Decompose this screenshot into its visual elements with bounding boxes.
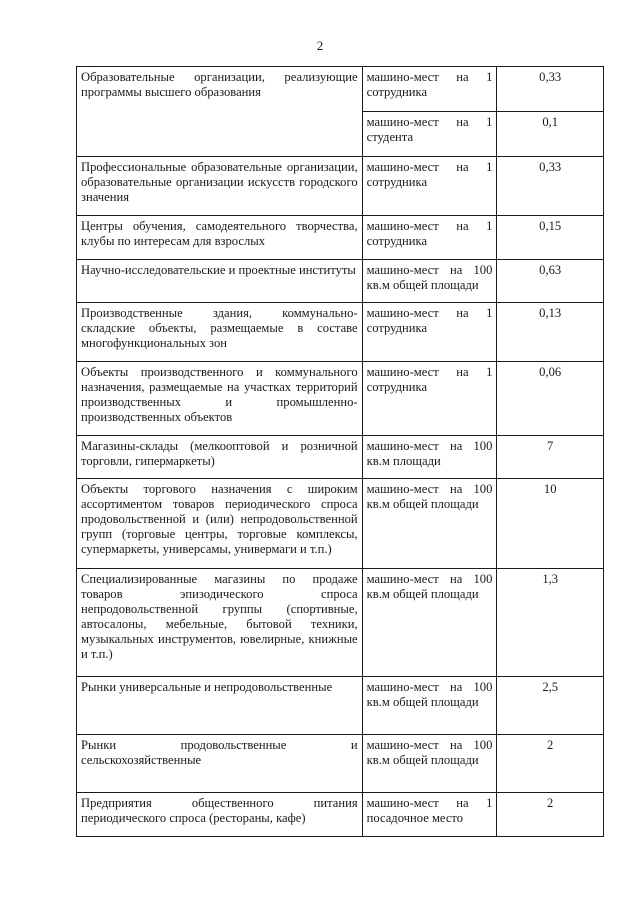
unit-cell: машино-мест на 1 сотрудника xyxy=(362,67,497,112)
table-row xyxy=(77,216,604,260)
object-type-cell: Рынки универсальные и непродовольственные xyxy=(77,677,363,735)
norm-value-cell: 0,1 xyxy=(497,112,604,157)
unit-cell: машино-мест на 1 сотрудника xyxy=(362,157,497,216)
norm-value-cell: 0,13 xyxy=(497,303,604,362)
parking-norms-table xyxy=(76,66,604,837)
unit-cell: машино-мест на 1 сотрудника xyxy=(362,216,497,260)
norm-value-cell: 0,63 xyxy=(497,260,604,303)
table-row xyxy=(77,479,604,569)
unit-cell: машино-мест на 100 кв.м площади xyxy=(362,436,497,479)
unit-cell: машино-мест на 100 кв.м общей площади xyxy=(362,260,497,303)
table-row xyxy=(77,735,604,793)
norm-value-cell: 2,5 xyxy=(497,677,604,735)
table-row xyxy=(77,569,604,677)
table-row xyxy=(77,436,604,479)
unit-cell: машино-мест на 1 студента xyxy=(362,112,497,157)
unit-cell: машино-мест на 1 сотрудника xyxy=(362,362,497,436)
object-type-cell: Магазины-склады (мелкооптовой и розничной торговли, гипермаркеты) xyxy=(77,436,363,479)
norm-value-cell: 0,15 xyxy=(497,216,604,260)
norm-value-cell: 10 xyxy=(497,479,604,569)
norm-value-cell: 0,33 xyxy=(497,67,604,112)
page-number: 2 xyxy=(316,38,324,53)
object-type-cell: Предприятия общественного питания периодического спроса (рестораны, кафе) xyxy=(77,793,363,837)
table-row xyxy=(77,157,604,216)
unit-cell: машино-мест на 100 кв.м общей площади xyxy=(362,735,497,793)
object-type-cell: Образовательные организации, реализующие программы высшего образования xyxy=(77,67,363,157)
unit-cell: машино-мест на 100 кв.м общей площади xyxy=(362,677,497,735)
object-type-cell: Рынки продовольственные и сельскохозяйственные xyxy=(77,735,363,793)
table-row xyxy=(77,67,604,112)
norm-value-cell: 2 xyxy=(497,735,604,793)
norm-value-cell: 2 xyxy=(497,793,604,837)
object-type-cell: Центры обучения, самодеятельного творчества, клубы по интересам для взрослых xyxy=(77,216,363,260)
unit-cell: машино-мест на 100 кв.м общей площади xyxy=(362,569,497,677)
object-type-cell: Объекты торгового назначения с широким ассортиментом товаров периодического спроса продовольственной и (или) непродовольственной групп (торговые центры, торговые комплексы, супермаркеты, универсамы, универмаги и т.п.) xyxy=(77,479,363,569)
object-type-cell: Специализированные магазины по продаже товаров эпизодического спроса непродовольственной группы (спортивные, автосалоны, мебельные, бытовой техники, музыкальных инструментов, ювелирные, книжные и т.п.) xyxy=(77,569,363,677)
norm-value-cell: 7 xyxy=(497,436,604,479)
norm-value-cell: 1,3 xyxy=(497,569,604,677)
object-type-cell: Научно-исследовательские и проектные институты xyxy=(77,260,363,303)
object-type-cell: Производственные здания, коммунально-складские объекты, размещаемые в составе многофункциональных зон xyxy=(77,303,363,362)
unit-cell: машино-мест на 1 посадочное место xyxy=(362,793,497,837)
norm-value-cell: 0,06 xyxy=(497,362,604,436)
table-row xyxy=(77,362,604,436)
table-row xyxy=(77,260,604,303)
table-row xyxy=(77,793,604,837)
table-row xyxy=(77,303,604,362)
unit-cell: машино-мест на 1 сотрудника xyxy=(362,303,497,362)
unit-cell: машино-мест на 100 кв.м общей площади xyxy=(362,479,497,569)
table-row xyxy=(77,677,604,735)
norm-value-cell: 0,33 xyxy=(497,157,604,216)
object-type-cell: Профессиональные образовательные организации, образовательные организации искусств городского значения xyxy=(77,157,363,216)
object-type-cell: Объекты производственного и коммунального назначения, размещаемые на участках территорий производственных и промышленно-производственных объектов xyxy=(77,362,363,436)
